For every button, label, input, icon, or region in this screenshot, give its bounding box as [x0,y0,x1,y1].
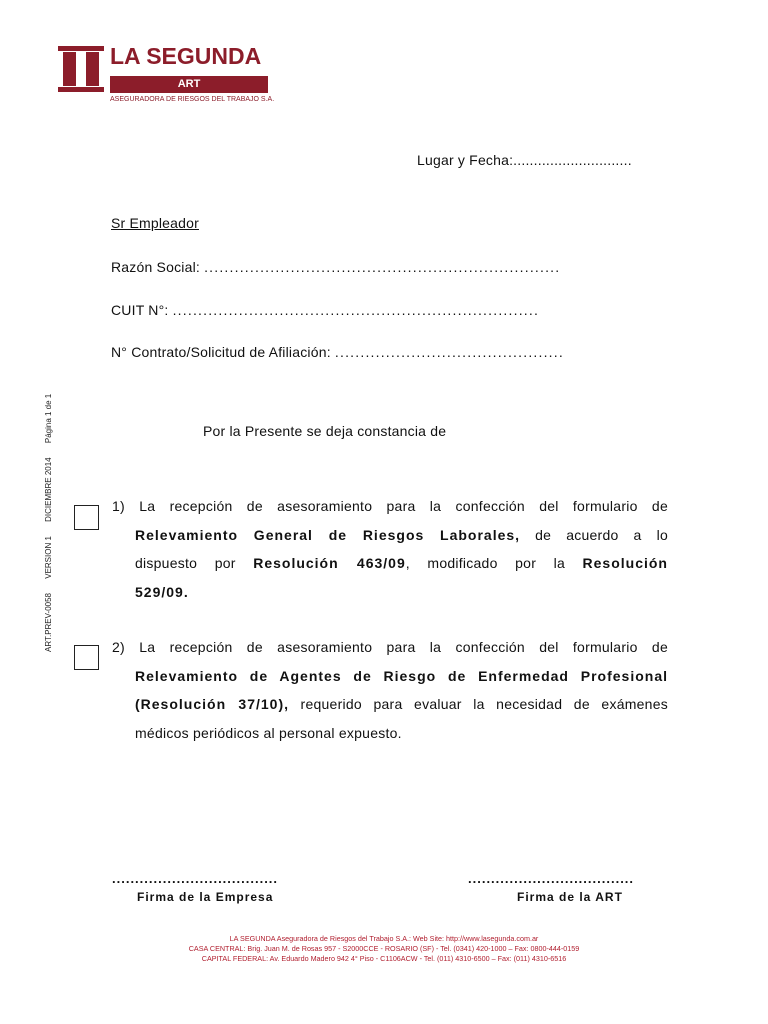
side-reference [44,382,53,652]
logo-subtitle: ASEGURADORA DE RIESGOS DEL TRABAJO S.A. [110,96,275,103]
contract-label: N° Contrato/Solicitud de Afiliación: [111,344,331,360]
checkbox-item-2[interactable] [74,645,99,670]
item-1-line-3 [112,549,668,578]
statement-item-1 [112,492,668,606]
footer-line-2: CASA CENTRAL: Brig. Juan M. de Rosas 957 - S2000CCE - ROSARIO (SF) - Tel. (0341) 420-1000 – Fax: 0800-444-0159 [188,944,580,953]
item-1-line-1: 1) La recepción de asesoramiento para la confección del formulario de [112,498,668,514]
statement-intro: Por la Presente se deja constancia de [203,423,447,439]
razon-social-label: Razón Social: [111,259,200,275]
item-2-bold-b: (Resolución 37/10), [135,696,289,712]
checkbox-item-1[interactable] [74,505,99,530]
logo-art-bar: ART [110,76,268,93]
statement-item-2 [112,633,668,747]
side-version: VERSION 1 [44,536,53,579]
item-1-line-2 [112,521,668,550]
item-1-text-c: , modificado por la [405,555,583,571]
art-signature-label: Firma de la ART [517,890,623,904]
art-signature-line: .................................... [468,871,635,886]
cuit-dots: ........................................................................ [172,302,540,318]
item-1-text-a: de acuerdo a lo [520,526,668,543]
razon-social-field [111,259,560,275]
side-page: Página 1 de 1 [44,393,53,444]
footer-line-3: CAPITAL FEDERAL: Av. Eduardo Madero 942 4° Piso - C1106ACW - Tel. (011) 4310-6500 – Fax: (011) 4310-6516 [201,954,567,963]
item-1-line-4 [112,578,668,607]
company-logo [58,44,273,108]
cuit-label: CUIT N°: [111,302,169,318]
item-2-line-4: médicos periódicos al personal expuesto. [135,724,402,741]
item-1-text-b: dispuesto por [135,555,254,571]
item-2-bold-a: Relevamiento de Agentes de Riesgo de Enfermedad Profesional [135,667,668,684]
columns-logo-icon [58,46,104,92]
item-2-line-3 [112,690,668,719]
razon-social-dots: ...................................................................... [204,259,561,275]
side-date: DICIEMBRE 2014 [44,457,53,522]
item-1-bold-a: Relevamiento General de Riesgos Laborales, [135,526,521,543]
footer-line-1: LA SEGUNDA Aseguradora de Riesgos del Trabajo S.A.: Web Site: http://www.lasegunda.com.ar [229,934,539,943]
employer-heading: Sr Empleador [111,215,199,231]
company-signature-line: .................................... [112,871,279,886]
item-2-text-b: requerido para evaluar la necesidad de exámenes [289,696,668,712]
item-1-bold-b: Resolución 463/09 [253,555,406,571]
item-1-bold-c: Resolución [582,555,668,571]
contract-dots: ............................................. [334,344,564,360]
item-1-bold-d: 529/09. [135,583,189,600]
item-2-line-1: 2) La recepción de asesoramiento para la confección del formulario de [112,639,668,655]
contract-field [111,344,564,360]
cuit-field [111,302,539,318]
logo-title: LA SEGUNDA [110,43,262,69]
item-2-line-2 [112,662,668,691]
place-date-field: Lugar y Fecha:............................. [417,152,632,168]
footer [0,934,768,964]
company-signature-label: Firma de la Empresa [137,890,274,904]
side-code: ART.PREV-0058 [44,593,53,652]
